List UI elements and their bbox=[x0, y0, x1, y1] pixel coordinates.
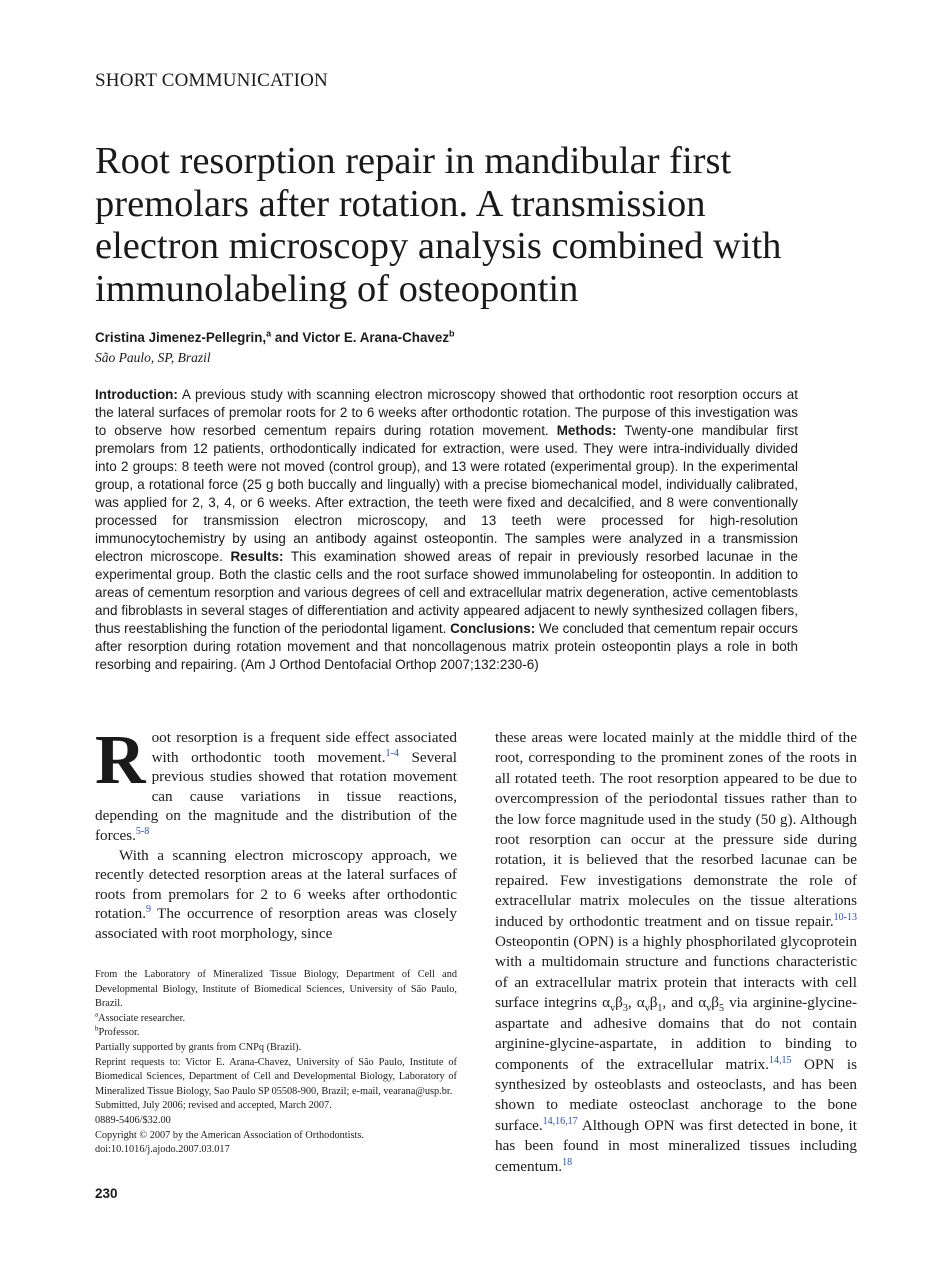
citation-link[interactable]: 1-4 bbox=[385, 747, 399, 759]
title-line: premolars after rotation. A transmission bbox=[95, 182, 706, 225]
subscript: 1 bbox=[657, 1003, 663, 1015]
footnote-doi[interactable]: doi:10.1016/j.ajodo.2007.03.017 bbox=[95, 1144, 230, 1156]
abstract-results-label: Results: bbox=[230, 549, 284, 564]
citation-link[interactable]: 10-13 bbox=[833, 911, 857, 923]
body-text: The occurrence of resorption areas was closely associated with root morphology, since bbox=[95, 905, 457, 942]
abstract-intro-text: A previous study with scanning electron microscopy showed that orthodontic root resorption occurs at the lateral surfaces of premolar roots for 2 to 6 weeks after orthodontic rotation. The purpose of this investigation was to observe how resorbed cementum repairs during rotation movement. bbox=[95, 387, 798, 438]
footnote-divider bbox=[95, 958, 457, 959]
body-paragraph bbox=[495, 728, 857, 1177]
footnote-submitted: Submitted, July 2006; revised and accepted, March 2007. bbox=[95, 1100, 332, 1112]
abstract-conclusions-label: Conclusions: bbox=[450, 621, 536, 636]
abstract-results-text: This examination showed areas of repair in previously resorbed lacunae in the experimental group. Both the clastic cells and the root surface showed immunolabeling for osteopontin. In addition to areas of cementum resorption and various degrees of cell and extracellular matrix degeneration, active cementoblasts and fibroblasts in several stages of differentiation and activity appeared adjacent to newly synthesized collagen fibers, thus reestablishing the function of the periodontal ligament. bbox=[95, 549, 798, 636]
body-text: With a scanning electron microscopy approach, we recently detected resorption areas at the lateral surfaces of roots from premolars for 2 to 6 weeks after orthodontic rotation. bbox=[95, 846, 457, 923]
drop-cap: R bbox=[95, 722, 146, 799]
footnote-copyright: Copyright © 2007 by the American Association of Orthodontists. bbox=[95, 1129, 364, 1141]
abstract bbox=[95, 386, 798, 674]
footnote-price: 0889-5406/$32.00 bbox=[95, 1114, 171, 1126]
greek-symbol: β bbox=[615, 994, 623, 1012]
greek-symbol: β bbox=[649, 994, 658, 1012]
citation-link[interactable]: 18 bbox=[562, 1156, 573, 1168]
body-text: via arginine-glycine-aspartate and adhesive domains that do not contain arginine-glycine-aspartate, in addition to binding to components of the extracellular matrix. bbox=[495, 994, 857, 1073]
body-text: , and bbox=[662, 994, 699, 1012]
citation-link[interactable]: 14,15 bbox=[768, 1054, 792, 1066]
body-column-left bbox=[95, 722, 457, 944]
subscript: 5 bbox=[719, 1003, 724, 1015]
abstract-methods-text: Twenty-one mandibular first premolars from 12 patients, orthodontically indicated for extraction, were used. They were intra-individually divided into 2 groups: 8 teeth were not moved (control group), and 13 were rotated (experimental group). In the experimental group, a rotational force (25 g both buccally and lingually) with a precise biomechanical model, individually calibrated, was applied for 2, 3, 4, or 6 weeks. After extraction, the teeth were fixed and decalcified, and 8 were conventionally processed for transmission electron microscopy, and 13 teeth were processed for high-resolution immunocytochemistry by using an antibody against osteopontin. The samples were analyzed in a transmission electron microscope. bbox=[95, 423, 798, 564]
title-line: immunolabeling of osteopontin bbox=[95, 267, 579, 310]
title-line: electron microscopy analysis combined with bbox=[95, 225, 782, 267]
section-label: SHORT COMMUNICATION bbox=[95, 70, 328, 91]
author-connector: and bbox=[271, 330, 303, 345]
footnote-reprint: Reprint requests to: Victor E. Arana-Chavez, University of São Paulo, Institute of Biomedical Sciences, Department of Cell and Developmental Biology, Laboratory of Mineralized Tissue Biology, Sao Paulo SP 05508-900, Brazil; e-mail, vearana@usp.br. bbox=[95, 1056, 457, 1097]
page-number: 230 bbox=[95, 1186, 118, 1201]
author-affiliation-mark: b bbox=[449, 328, 455, 339]
citation-link[interactable]: 5-8 bbox=[135, 825, 150, 837]
subscript: v bbox=[706, 1003, 712, 1015]
body-text: oot resorption is a frequent side effect associated with orthodontic tooth movement. bbox=[151, 729, 457, 766]
body-text: Osteopontin (OPN) is a highly phosphorilated glycoprotein with a multidomain structure and functions characteristic of an extracellular matrix protein that interacts with cell surface integrins bbox=[495, 933, 857, 1012]
citation-link[interactable]: 14,16,17 bbox=[542, 1115, 578, 1127]
greek-symbol: α bbox=[602, 994, 611, 1012]
footnote-mark: b bbox=[95, 1024, 99, 1033]
greek-symbol: α bbox=[636, 994, 645, 1012]
footnote-b bbox=[95, 1026, 457, 1041]
footnote-mark: a bbox=[95, 1010, 99, 1019]
author-name: Cristina Jimenez-Pellegrin, bbox=[95, 330, 267, 345]
greek-symbol: α bbox=[698, 994, 707, 1012]
body-text: , bbox=[627, 994, 637, 1012]
abstract-methods-label: Methods: bbox=[556, 423, 617, 438]
body-text: Although OPN was first detected in bone, it has been found in most mineralized tissues including cementum. bbox=[495, 1116, 857, 1175]
footnote-support: Partially supported by grants from CNPq (Brazil). bbox=[95, 1041, 302, 1053]
footnotes bbox=[95, 968, 457, 1158]
footnote-from: From the Laboratory of Mineralized Tissue Biology, Department of Cell and Developmental Biology, Institute of Biomedical Sciences, University of São Paulo, Brazil. bbox=[95, 969, 457, 1010]
footnote-a bbox=[95, 1012, 457, 1027]
footnote-text: Professor. bbox=[98, 1027, 140, 1039]
affiliation: São Paulo, SP, Brazil bbox=[95, 350, 211, 365]
body-paragraph bbox=[95, 722, 457, 846]
subscript: 3 bbox=[622, 1003, 628, 1015]
abstract-conclusions-text: We concluded that cementum repair occurs after resorption during rotation movement and that noncollagenous matrix protein osteopontin plays a role in both resorbing and repairing. (Am J Orthod Dentofacial Orthop 2007;132:230-6) bbox=[95, 621, 799, 672]
body-text: Several previous studies showed that rotation movement can cause variations in tissue reactions, depending on the magnitude and the distribution of the forces. bbox=[95, 748, 457, 844]
body-text: OPN is synthesized by osteoblasts and osteoclasts, and has been shown to mediate osteoclast anchorage to the bone surface. bbox=[495, 1055, 857, 1134]
greek-symbol: β bbox=[711, 994, 719, 1012]
citation-link[interactable]: 9 bbox=[146, 904, 152, 916]
article-title bbox=[95, 140, 875, 310]
authors bbox=[95, 330, 455, 345]
body-paragraph bbox=[95, 846, 457, 944]
subscript: v bbox=[644, 1003, 650, 1015]
body-column-right bbox=[495, 728, 857, 1177]
title-line: Root resorption repair in mandibular first bbox=[95, 140, 732, 182]
author-affiliation-mark: a bbox=[266, 328, 272, 339]
body-text: these areas were located mainly at the middle third of the root, corresponding to the prominent zones of the roots in all rotated teeth. The root resorption appeared to be due to overcompression of the periodontal tissues rather than to the low force magnitude used in the study (50 g). Although root resorption can occur at the pressure side during rotation, it is believed that the resorbed lacunae can be repaired. Few investigations demonstrate the role of extracellular matrix molecules on the tissue alterations induced by orthodontic treatment and on tissue repair. bbox=[495, 729, 857, 930]
subscript: v bbox=[610, 1003, 616, 1015]
author-name: Victor E. Arana-Chavez bbox=[302, 330, 450, 345]
footnote-text: Associate researcher. bbox=[98, 1012, 186, 1024]
abstract-intro-label: Introduction: bbox=[95, 387, 178, 402]
